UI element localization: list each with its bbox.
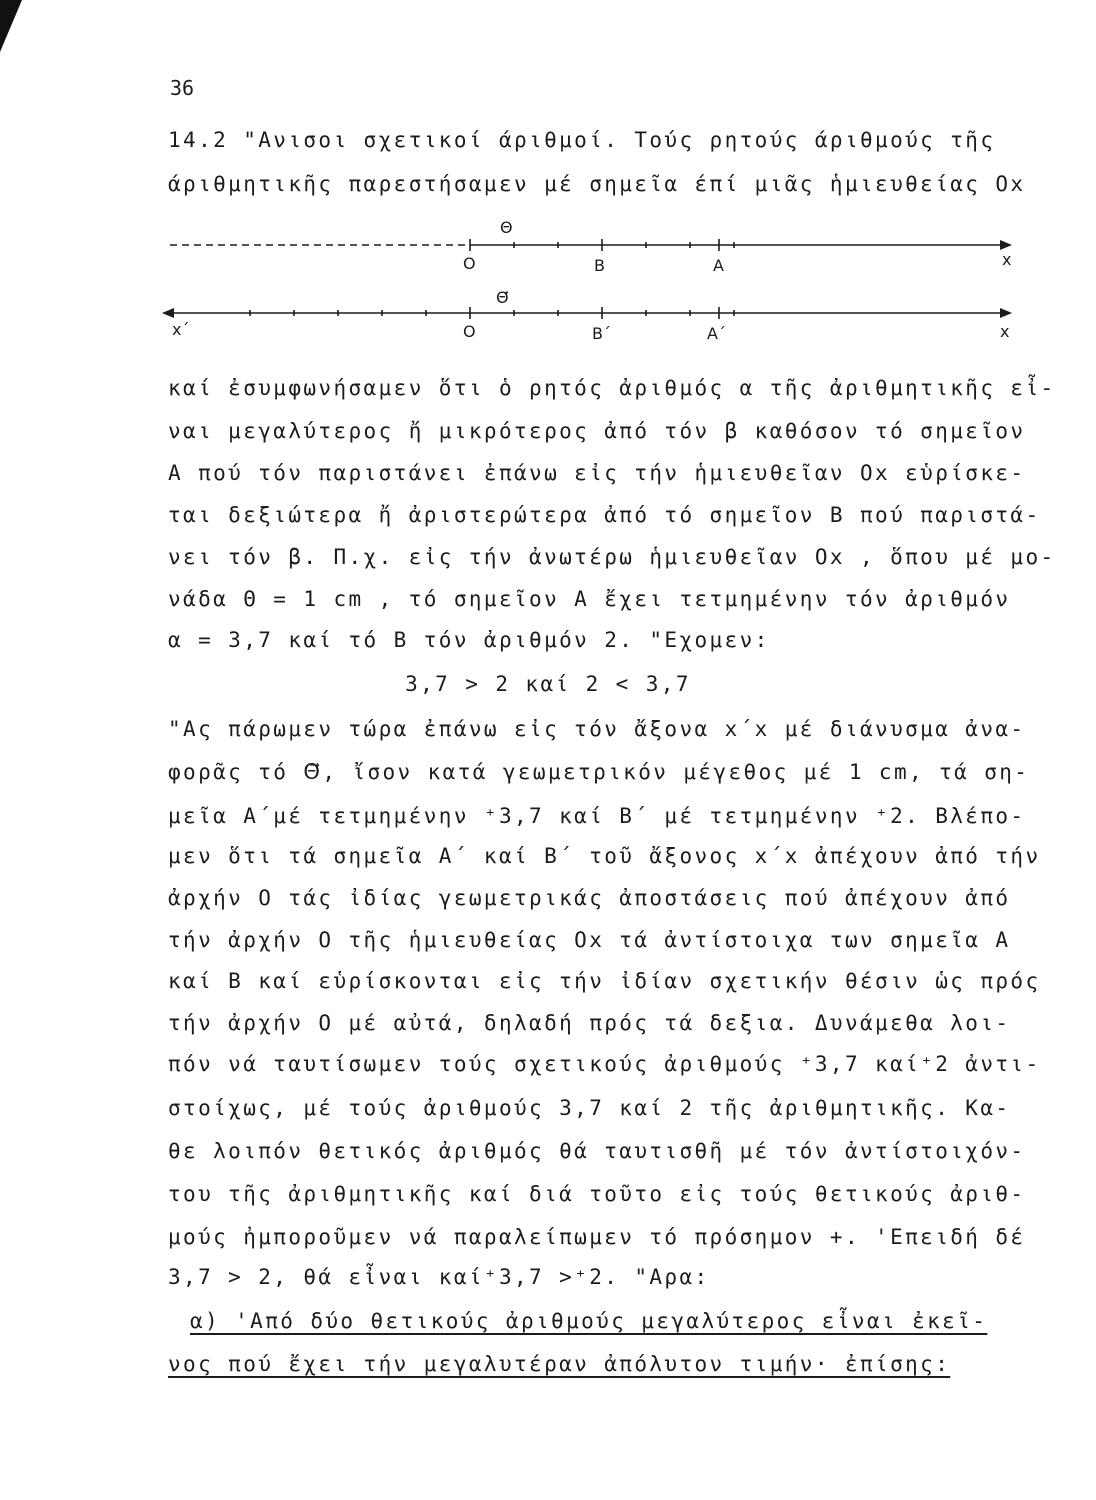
bottom-point-a-label: Α΄ bbox=[707, 324, 726, 343]
text-line: Α πού τόν παριστάνει ἐπάνω εἰς τήν ἡμιευθεῖαν Οx εὑρίσκε- bbox=[168, 461, 1026, 485]
top-point-b-label: Β bbox=[594, 256, 605, 275]
text-line: τήν ἀρχήν Ο τῆς ἡμιευθείας Οx τά ἀντίστοιχα των σημεῖα Α bbox=[168, 928, 1011, 952]
text-line: φορᾶς τό Θ⃗, ἴσον κατά γεωμετρικόν μέγεθος μέ 1 cm, τά ση- bbox=[168, 760, 1030, 784]
bottom-origin-label: Ο bbox=[463, 322, 476, 341]
text-line: α = 3,7 καί τό Β τόν ἀριθμόν 2. "Εχομεν: bbox=[168, 628, 770, 652]
page-number: 36 bbox=[170, 76, 195, 100]
text-line: του τῆς ἀριθμητικῆς καί διά τοῦτο εἰς τούς θετικούς ἀριθ- bbox=[168, 1182, 1026, 1206]
text-line: ἀρχήν Ο τάς ἰδίας γεωμετρικάς ἀποστάσεις πού ἀπέχουν ἀπό bbox=[168, 886, 1011, 910]
text-line: νει τόν β. Π.χ. εἰς τήν ἀνωτέρω ἡμιευθεῖαν Οx , ὅπου μέ μο- bbox=[168, 545, 1056, 569]
text-line: ται δεξιώτερα ἤ ἀριστερώτερα ἀπό τό σημεῖον Β πού παριστά- bbox=[168, 503, 1041, 527]
text-line: 3,7 > 2, θά εἶναι καί⁺3,7 >⁺2. "Αρα: bbox=[168, 1265, 710, 1289]
bottom-point-b-label: Β΄ bbox=[592, 324, 611, 343]
bottom-axis-right-arrowhead bbox=[1000, 308, 1012, 318]
top-axis-arrowhead bbox=[1000, 240, 1012, 250]
text-line: τήν ἀρχήν Ο μέ αὐτά, δηλαδή πρός τά δεξια. Δυνάμεθα λοι- bbox=[168, 1011, 1011, 1035]
text-line: καί ἐσυμφωνήσαμεν ὅτι ὁ ρητός ἀριθμός α τῆς ἀριθμητικῆς εἶ- bbox=[168, 376, 1056, 400]
text-line: καί Β καί εὑρίσκονται εἰς τήν ἰδίαν σχετικήν θέσιν ὡς πρός bbox=[168, 969, 1041, 993]
bottom-unit-label: Θ⃗ bbox=[496, 288, 509, 307]
number-line-figure bbox=[160, 215, 1030, 345]
text-line: στοίχως, μέ τούς ἀριθμούς 3,7 καί 2 τῆς ἀριθμητικῆς. Κα- bbox=[168, 1096, 1011, 1120]
bottom-axis-left-arrowhead bbox=[162, 308, 174, 318]
top-end-label: x bbox=[1002, 250, 1012, 269]
text-line: άριθμητικῆς παρεστήσαμεν μέ σημεῖα έπί μιᾶς ἡμιευθείας Οx bbox=[168, 172, 1026, 196]
inequality-line: 3,7 > 2 καί 2 < 3,7 bbox=[405, 672, 691, 696]
text-line: νάδα Θ = 1 cm , τό σημεῖον Α ἔχει τετμημένην τόν ἀριθμόν bbox=[168, 587, 1011, 611]
text-line: "Ας πάρωμεν τώρα ἐπάνω εἰς τόν ἄξονα x΄x μέ διάνυσμα ἀνα- bbox=[168, 717, 1026, 741]
text-line: πόν νά ταυτίσωμεν τούς σχετικούς ἀριθμούς ⁺3,7 καί⁺2 ἀντι- bbox=[168, 1052, 1041, 1076]
bottom-right-end-label: x bbox=[1000, 322, 1010, 341]
text-line: μεν ὅτι τά σημεῖα Α΄ καί Β΄ τοῦ ἄξονος x΄x ἀπέχουν ἀπό τήν bbox=[168, 844, 1041, 868]
rule-statement-line: α) 'Από δύο θετικούς ἀριθμούς μεγαλύτερος εἶναι ἐκεῖ- bbox=[190, 1309, 988, 1333]
bottom-left-end-label: x΄ bbox=[172, 320, 190, 339]
text-line: ναι μεγαλύτερος ἤ μικρότερος ἀπό τόν β καθόσον τό σημεῖον bbox=[168, 419, 1026, 443]
top-point-a-label: Α bbox=[713, 256, 724, 275]
text-line: 14.2 "Ανισοι σχετικοί άριθμοί. Τούς ρητούς άριθμούς τῆς bbox=[168, 128, 996, 152]
text-line: μεῖα Α΄μέ τετμημένην ⁺3,7 καί Β΄ μέ τετμημένην ⁺2. Βλέπο- bbox=[168, 804, 1026, 828]
text-line: μούς ἠμποροῦμεν νά παραλείπωμεν τό πρόσημον +. 'Επειδή δέ bbox=[168, 1225, 1026, 1249]
text-line: θε λοιπόν θετικός ἀριθμός θά ταυτισθῆ μέ τόν ἀντίστοιχόν- bbox=[168, 1139, 1026, 1163]
rule-statement-line: νος πού ἔχει τήν μεγαλυτέραν ἀπόλυτον τιμήν· ἐπίσης: bbox=[168, 1352, 951, 1376]
top-unit-label: Θ bbox=[500, 218, 513, 237]
top-origin-label: Ο bbox=[463, 254, 476, 273]
scan-corner-mark bbox=[0, 0, 22, 52]
